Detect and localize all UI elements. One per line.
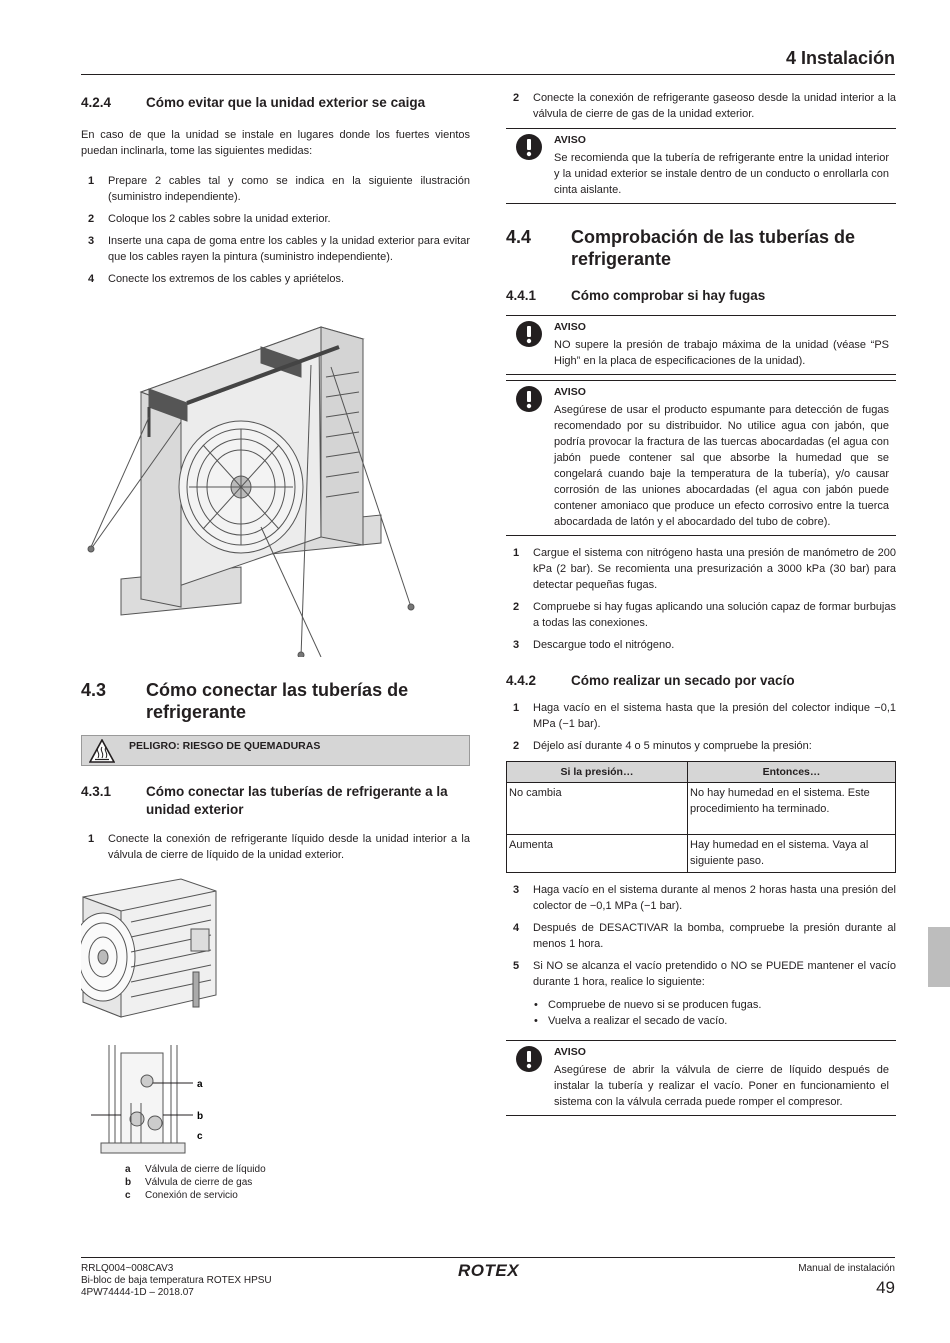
header-rule <box>81 74 895 75</box>
section-number: 4.3.1 <box>81 784 112 799</box>
pressure-table <box>506 761 896 873</box>
section-4-3-1-heading <box>81 783 470 819</box>
notice-box <box>506 315 896 375</box>
bullet-list <box>506 997 896 1029</box>
notice-text: Asegúrese de usar el producto espumante para detección de fugas recomendado por su distribuidor. No utilice agua con jabón, que podría provocar la fractura de las tuercas abocardadas (el agua con jabón puede contener sal que absorbe la humedad que se congelará cuando baje la temperatura de la tubería), y/o causar corrosión de las uniones abocardadas (el agua con jabón puede contener amoniaco que produce un efecto corrosivo entre la tuerca abocardada de latón y el abocardado del tubo de cobre). <box>554 404 889 528</box>
notice-text: Se recomienda que la tubería de refrigerante entre la unidad interior y la unidad exterior se instale dentro de un conducto o enrollarla con cinta aislante. <box>554 152 889 196</box>
figure-legend <box>81 1163 470 1202</box>
section-title: Cómo conectar las tuberías de refrigerante <box>146 680 409 722</box>
step-item <box>81 271 470 287</box>
section-number: 4.4 <box>506 227 532 247</box>
step-text: Inserte una capa de goma entre los cables y la unidad exterior para evitar que los cables rayen la pintura (suministro independiente). <box>108 235 470 263</box>
section-4-3-heading <box>81 679 470 723</box>
step-item <box>506 738 896 754</box>
footer-manual-name: Manual de instalación <box>798 1263 895 1274</box>
step-item <box>81 831 470 863</box>
section-title: Cómo comprobar si hay fugas <box>571 288 766 303</box>
step-item <box>506 920 896 952</box>
hot-surface-warning-icon <box>89 739 115 763</box>
legend-row <box>125 1163 470 1176</box>
step-text: Déjelo así durante 4 o 5 minutos y compruebe la presión: <box>533 740 812 752</box>
step-item <box>506 637 896 653</box>
bullet-item: • Compruebe de nuevo si se producen fugas. <box>534 999 762 1011</box>
logo-text: ROTEX <box>458 1261 520 1280</box>
step-text: Compruebe si hay fugas aplicando una solución capaz de formar burbujas a todas las conexiones. <box>533 601 896 629</box>
section-4-4-2-heading <box>506 672 896 690</box>
step-number: 5 <box>513 960 520 972</box>
step-text: Cargue el sistema con nitrógeno hasta una presión de manómetro de 200 kPa (2 bar). Se recomienta una presurización a 3000 kPa (30 bar) para detectar pequeñas fugas. <box>533 547 896 591</box>
table-header-row <box>507 762 896 783</box>
step-list <box>506 700 896 754</box>
step-item <box>506 90 896 122</box>
table-cell: No cambia <box>507 783 688 835</box>
step-text: Si NO se alcanza el vacío pretendido o NO se PUEDE mantener el vacío durante 1 hora, realice lo siguiente: <box>533 960 896 988</box>
step-item <box>506 545 896 593</box>
footer-product: Bi-bloc de baja temperatura ROTEX HPSU <box>81 1275 272 1286</box>
step-text: Conecte los extremos de los cables y apriételos. <box>108 273 345 285</box>
section-4-4-1-heading <box>506 287 896 305</box>
section-number: 4.4.2 <box>506 673 537 688</box>
callout-label: c <box>197 1131 203 1142</box>
notice-label: AVISO <box>554 1046 586 1058</box>
rotex-logo <box>458 1260 522 1280</box>
step-number: 2 <box>88 213 95 225</box>
footer-rule <box>81 1257 895 1258</box>
intro-text: En caso de que la unidad se instale en lugares donde los fuertes vientos puedan inclinarla, tome las siguientes medidas: <box>81 129 470 157</box>
step-item <box>81 211 470 227</box>
notice-box <box>506 380 896 536</box>
legend-key: b <box>125 1177 132 1188</box>
section-number: 4.3 <box>81 680 107 700</box>
table-header: Si la presión… <box>507 762 688 783</box>
step-number: 1 <box>513 702 520 714</box>
step-list <box>81 173 470 287</box>
step-text: Después de DESACTIVAR la bomba, compruebe la presión durante al menos 1 hora. <box>533 922 896 950</box>
table-cell: No hay humedad en el sistema. Este procedimiento ha terminado. <box>688 783 896 835</box>
page-number: 49 <box>876 1278 895 1297</box>
step-number: 1 <box>513 547 520 559</box>
step-item <box>506 958 896 990</box>
bullet-text: Compruebe de nuevo si se producen fugas. <box>548 999 762 1011</box>
left-column <box>81 88 470 1202</box>
step-item <box>506 700 896 732</box>
step-item <box>81 173 470 205</box>
callout-label: a <box>197 1079 203 1090</box>
step-item <box>506 882 896 914</box>
section-4-4-heading <box>506 226 896 270</box>
legend-value: Conexión de servicio <box>145 1190 238 1201</box>
step-text: Conecte la conexión de refrigerante gaseoso desde la unidad interior a la válvula de cierre de gas de la unidad exterior. <box>533 92 896 120</box>
section-title: Cómo conectar las tuberías de refrigerante a la unidad exterior <box>146 784 448 817</box>
section-number: 4.4.1 <box>506 288 537 303</box>
step-text: Prepare 2 cables tal y como se indica en la siguiente ilustración (suministro independiente). <box>108 175 470 203</box>
exclamation-icon <box>516 386 542 412</box>
legend-value: Válvula de cierre de líquido <box>145 1164 266 1175</box>
section-title: Comprobación de las tuberías de refrigerante <box>571 227 856 269</box>
table-cell: Hay humedad en el sistema. Vaya al siguiente paso. <box>688 835 896 873</box>
notice-text: NO supere la presión de trabajo máxima de la unidad (véase “PS High” en la placa de especificaciones de la unidad). <box>554 339 889 367</box>
step-number: 2 <box>513 601 520 613</box>
legend-key: a <box>125 1164 131 1175</box>
step-number: 4 <box>513 922 520 934</box>
step-text: Descargue todo el nitrógeno. <box>533 639 675 651</box>
step-number: 2 <box>513 740 520 752</box>
legend-key: c <box>125 1190 131 1201</box>
notice-label: AVISO <box>554 321 586 333</box>
danger-banner <box>81 735 470 766</box>
legend-value: Válvula de cierre de gas <box>145 1177 253 1188</box>
step-number: 4 <box>88 273 95 285</box>
step-number: 3 <box>513 639 520 651</box>
exclamation-icon <box>516 1046 542 1072</box>
step-number: 3 <box>88 235 95 247</box>
table-header: Entonces… <box>688 762 896 783</box>
danger-label: PELIGRO: RIESGO DE QUEMADURAS <box>129 740 321 752</box>
footer-model: RRLQ004~008CAV3 <box>81 1263 174 1274</box>
valves-detail-illustration <box>81 1043 281 1161</box>
step-text: Conecte la conexión de refrigerante líquido desde la unidad interior a la válvula de cierre de líquido de la unidad exterior. <box>108 833 470 861</box>
notice-label: AVISO <box>554 386 586 398</box>
step-text: Haga vacío en el sistema durante al menos 2 horas hasta una presión del colector de −0,1 MPa (−1 bar). <box>533 884 896 912</box>
section-number: 4.2.4 <box>81 95 112 110</box>
outdoor-unit-illustration <box>81 877 241 1037</box>
step-number: 3 <box>513 884 520 896</box>
step-number: 2 <box>513 92 520 104</box>
step-list <box>506 882 896 990</box>
step-item <box>81 233 470 265</box>
exclamation-icon <box>516 321 542 347</box>
exclamation-icon <box>516 134 542 160</box>
legend-row <box>125 1176 470 1189</box>
bullet-text: Vuelva a realizar el secado de vacío. <box>548 1015 728 1027</box>
notice-box <box>506 1040 896 1116</box>
table-row <box>507 783 896 835</box>
table-row <box>507 835 896 873</box>
section-title: Cómo realizar un secado por vacío <box>571 673 795 688</box>
table-cell: Aumenta <box>507 835 688 873</box>
section-4-2-4-heading <box>81 94 470 112</box>
callout-label: b <box>197 1111 204 1122</box>
chapter-side-tab <box>928 927 950 987</box>
step-text: Coloque los 2 cables sobre la unidad exterior. <box>108 213 331 225</box>
step-number: 1 <box>88 175 95 187</box>
footer-document-info <box>81 1263 272 1299</box>
chapter-title: 4 Instalación <box>785 48 895 68</box>
notice-label: AVISO <box>554 134 586 146</box>
step-item <box>506 599 896 631</box>
legend-row <box>125 1189 470 1202</box>
right-column <box>506 88 896 1116</box>
step-list <box>506 545 896 653</box>
step-number: 1 <box>88 833 95 845</box>
step-text: Haga vacío en el sistema hasta que la presión del colector indique −0,1 MPa (−1 bar). <box>533 702 896 730</box>
section-title: Cómo evitar que la unidad exterior se caiga <box>146 95 426 110</box>
notice-text: Asegúrese de abrir la válvula de cierre de líquido después de instalar la tubería y realizar el vacío. Poner en funcionamiento el sistema con la válvula cerrada puede romper el compresor. <box>554 1064 889 1108</box>
notice-box <box>506 128 896 204</box>
bullet-item: • Vuelva a realizar el secado de vacío. <box>534 1015 728 1027</box>
unit-with-cables-illustration <box>81 317 470 657</box>
footer-reference: 4PW74444-1D – 2018.07 <box>81 1287 194 1298</box>
